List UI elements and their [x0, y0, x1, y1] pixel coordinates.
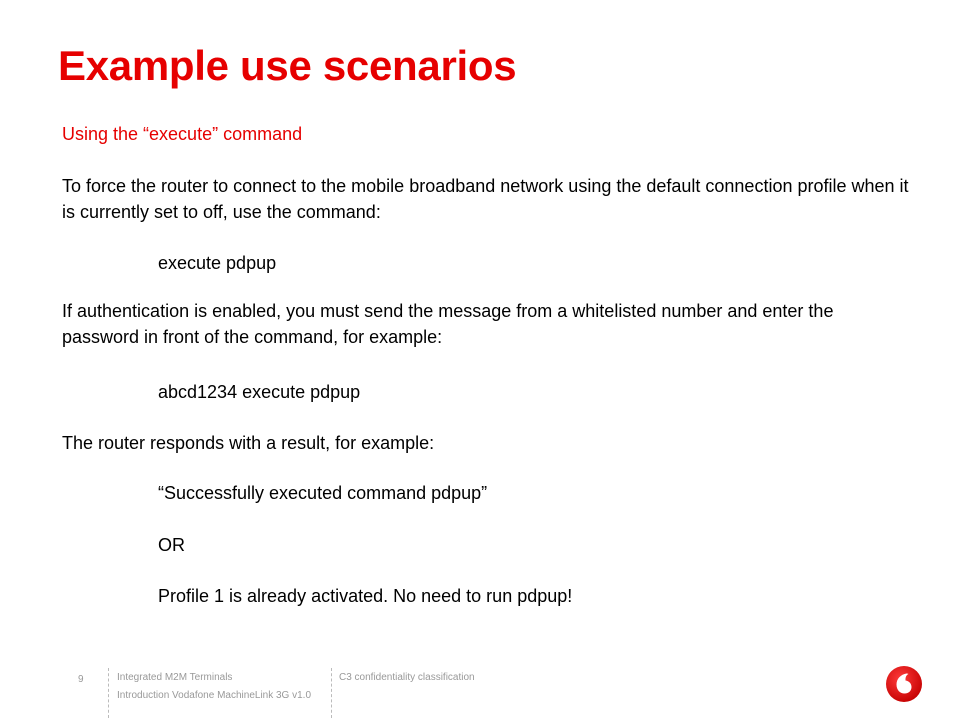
footer-divider-right: [331, 668, 332, 718]
command-example-2: abcd1234 execute pdpup: [158, 382, 361, 402]
footer-classification: C3 confidentiality classification: [339, 672, 475, 683]
footer-divider-left: [108, 668, 109, 718]
paragraph-2: If authentication is enabled, you must send the message from a whitelisted number and enter the password in front of the command, for example:: [62, 301, 834, 347]
vodafone-logo-icon: [884, 664, 924, 704]
page-number: 9: [78, 674, 84, 685]
slide-title: Example use scenarios: [58, 42, 517, 89]
footer-doc-line-1: Integrated M2M Terminals: [117, 672, 233, 683]
footer-doc-line-2: Introduction Vodafone MachineLink 3G v1.0: [117, 690, 312, 701]
paragraph-1: To force the router to connect to the mobile broadband network using the default connection profile when it is currently set to off, use the command:: [62, 176, 909, 222]
paragraph-3: The router responds with a result, for example:: [62, 433, 435, 453]
subheading: Using the “execute” command: [62, 124, 303, 144]
command-example-1: execute pdpup: [158, 253, 277, 273]
response-example-2: Profile 1 is already activated. No need to run pdpup!: [158, 586, 573, 606]
response-example-1: “Successfully executed command pdpup”: [158, 483, 488, 503]
or-separator: OR: [158, 535, 185, 555]
